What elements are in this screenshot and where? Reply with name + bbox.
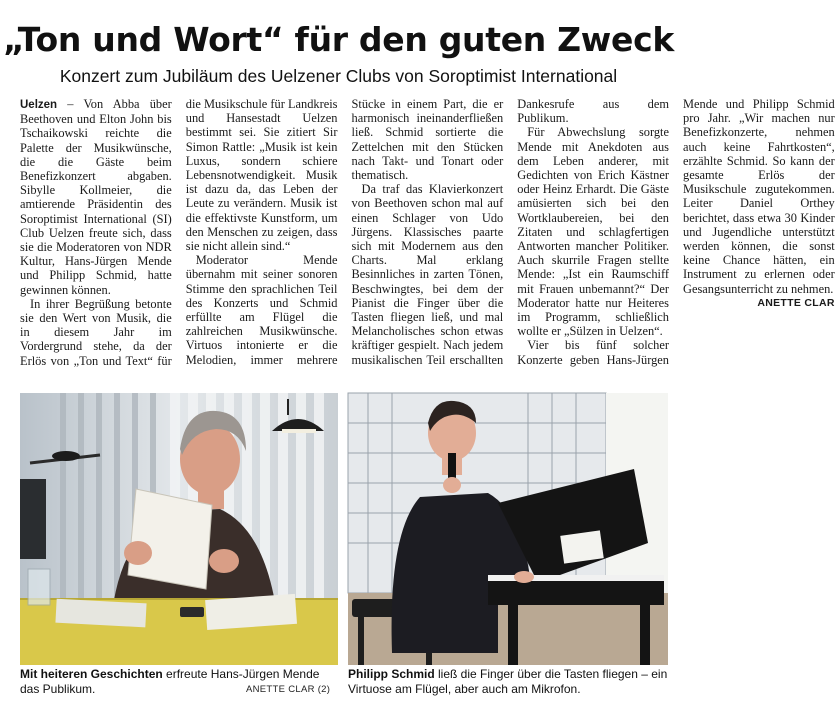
article-paragraph-5: Für Abwechslung sorgte Mende mit Anekdoten aus dem Leben anderer, mit Gedichten von Erich Kästner oder Heinz Erhardt. Die Gäste amüsierten sich bei den Wortklaubereien, bei den Zitaten und schlagfertigen Antworten mancher Politiker. Auch skurrile Fragen stellte Mende: „Ist ein Raumschiff mit Frauen unbemannt?“ Der Moderator hatte nur Heiteres im Programm, schließlich wollte er „Sülzen in Uelzen“. [517,125,669,339]
headline: „Ton und Wort“ für den guten Zweck [3,20,674,59]
photo-moderator [20,393,338,665]
caption-right [348,667,670,697]
subheadline: Konzert zum Jubiläum des Uelzener Clubs von Soroptimist International [59,66,618,86]
author-credit: ANETTE CLAR [757,296,835,309]
photo-credit: ANETTE CLAR (2) [246,684,331,695]
pianist-photo-illustration [348,393,668,665]
paragraph-1-text: – Von Abba über Beethoven und Elton John bis Tschaikowski reichte die Palette der Musikwünsche, die die Gäste beim Benefizkonzert abgaben. Sibylle Kollmeier, die amtierende Präsidentin des Soroptimist International (SI) Club Uelzen freute sich, dass sie die Moderatoren von NDR Kultur, Hans-Jürgen Mende und Philipp Schmid, hatte gewinnen können. [20,97,172,297]
caption-left-text: erfreute Hans-Jürgen Mende das Publikum. [20,667,320,696]
moderator-photo-illustration [20,393,338,665]
paragraph-6-text: Vier bis fünf solcher Konzerte geben Hans-Jürgen Mende und Philipp Schmid pro Jahr. „Wir machen nur Benefizkonzerte, nehmen auch keine Fahrtkosten“, erzählte Schmid. So kann der gesamte Erlös der Musikschule zugutekommen. Leiter Daniel Orthey berichtet, dass etwa 30 Kinder und Jugendliche unterstützt werden können, die sonst keine Chance hätten, ein Instrument zu erlernen oder Gesangsunterricht zu nehmen. [517,97,835,367]
dateline: Uelzen [20,99,58,111]
caption-right-text: ließ die Finger über die Tasten fliegen – ein Virtuose am Flügel, aber auch am Mikrofon. [348,667,668,696]
article-paragraph-4: Da traf das Klavierkonzert von Beethoven schon mal auf einen Schlager von Udo Jürgens. Klassisches paarte sich mit Modernem aus den Charts. Mal erklang Besinnliches in zarten Tönen, Beschwingtes, bei dem der Pianist die Finger über die Tasten fliegen ließ, und mal Melancholisches schon etwas kräftiger gespielt. Nach jedem musikalischen Teil erschallten Dankesrufe aus dem Publikum. [351,97,669,367]
photo-pianist [348,393,668,665]
article-body [20,97,835,377]
caption-right-bold: Philipp Schmid [348,667,435,681]
article-paragraph-1 [20,97,172,297]
article-paragraph-2: In ihrer Begrüßung betonte sie den Wert von Musik, die in diesem Jahr im Vordergrund stehe, da der Erlös von „Ton und Text“ für die Musikschule für Landkreis und Hansestadt Uelzen bestimmt sei. Sie zitiert Sir Simon Rattle: „Musik ist kein Luxus, sondern schiere Lebensnotwendigkeit. Musik ist dazu da, das Leben der Leute zu verändern. Musik ist die effektivste Kunstform, um den Menschen zu zeigen, dass sie nicht allein sind.“ [20,97,338,368]
article-paragraph-3: Moderator Mende übernahm mit seiner sonoren Stimme den sprachlichen Teil des Konzerts und Schmid erfüllte am Flügel die zahlreichen Musikwünsche. Virtuos intonierte er die Melodien, immer mehrere Stücke in einem Part, die er harmonisch ineinanderfließen ließ. Schmid sortierte die Zettelchen mit den Stücken nach Takt- und Tonart oder thematisch. [185,97,504,367]
caption-left-bold: Mit heiteren Geschichten [20,667,163,681]
